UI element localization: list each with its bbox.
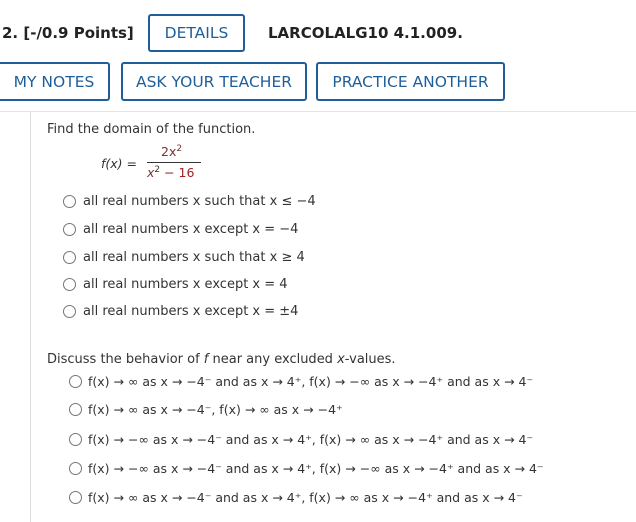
option-label: all real numbers x such that x ≤ −4 xyxy=(83,194,316,209)
question-header xyxy=(0,0,636,112)
radio-button[interactable] xyxy=(63,305,76,318)
behavior-option-1[interactable] xyxy=(69,374,533,389)
domain-option-4[interactable] xyxy=(63,277,288,292)
radio-button[interactable] xyxy=(69,491,82,504)
domain-option-3[interactable] xyxy=(63,250,305,265)
option-label: all real numbers x except x = ±4 xyxy=(83,304,299,319)
radio-button[interactable] xyxy=(63,223,76,236)
option-label: f(x) → ∞ as x → −4⁻, f(x) → ∞ as x → −4⁺ xyxy=(88,402,343,417)
question-points: 2. [-/0.9 Points] xyxy=(2,24,134,42)
radio-button[interactable] xyxy=(69,433,82,446)
practice-another-button[interactable]: PRACTICE ANOTHER xyxy=(316,62,505,101)
radio-button[interactable] xyxy=(69,462,82,475)
question-body xyxy=(30,112,636,522)
radio-button[interactable] xyxy=(69,375,82,388)
part2-prompt: Discuss the behavior of f near any excluded x-values. xyxy=(47,352,396,367)
option-label: f(x) → ∞ as x → −4⁻ and as x → 4⁺, f(x) → ∞ as x → −4⁺ and as x → 4⁻ xyxy=(88,490,523,505)
behavior-option-3[interactable] xyxy=(69,432,533,447)
my-notes-button[interactable]: MY NOTES xyxy=(0,62,110,101)
numerator: $2x^2$ xyxy=(161,144,183,159)
option-label: all real numbers x such that x ≥ 4 xyxy=(83,250,305,265)
behavior-option-2[interactable] xyxy=(69,402,343,417)
option-label: f(x) → ∞ as x → −4⁻ and as x → 4⁺, f(x) → −∞ as x → −4⁺ and as x → 4⁻ xyxy=(88,374,534,389)
denominator: $x^2 - 16$ xyxy=(147,165,195,180)
option-label: f(x) → −∞ as x → −4⁻ and as x → 4⁺, f(x) → ∞ as x → −4⁺ and as x → 4⁻ xyxy=(88,432,534,447)
part1-prompt: Find the domain of the function. xyxy=(47,122,256,137)
function-lhs: f(x) = xyxy=(101,156,138,171)
option-label: all real numbers x except x = 4 xyxy=(83,277,288,292)
domain-option-5[interactable] xyxy=(63,304,298,319)
fraction-bar xyxy=(147,162,201,163)
details-button[interactable]: DETAILS xyxy=(148,14,245,52)
domain-option-1[interactable] xyxy=(63,194,316,209)
option-label: all real numbers x except x = −4 xyxy=(83,222,299,237)
radio-button[interactable] xyxy=(63,278,76,291)
ask-teacher-button[interactable]: ASK YOUR TEACHER xyxy=(121,62,307,101)
radio-button[interactable] xyxy=(69,403,82,416)
radio-button[interactable] xyxy=(63,251,76,264)
behavior-option-5[interactable] xyxy=(69,490,523,505)
option-label: f(x) → −∞ as x → −4⁻ and as x → 4⁺, f(x) → −∞ as x → −4⁺ and as x → 4⁻ xyxy=(88,461,544,476)
radio-button[interactable] xyxy=(63,195,76,208)
domain-option-2[interactable] xyxy=(63,222,298,237)
behavior-option-4[interactable] xyxy=(69,461,544,476)
question-id: LARCOLALG10 4.1.009. xyxy=(268,24,463,42)
